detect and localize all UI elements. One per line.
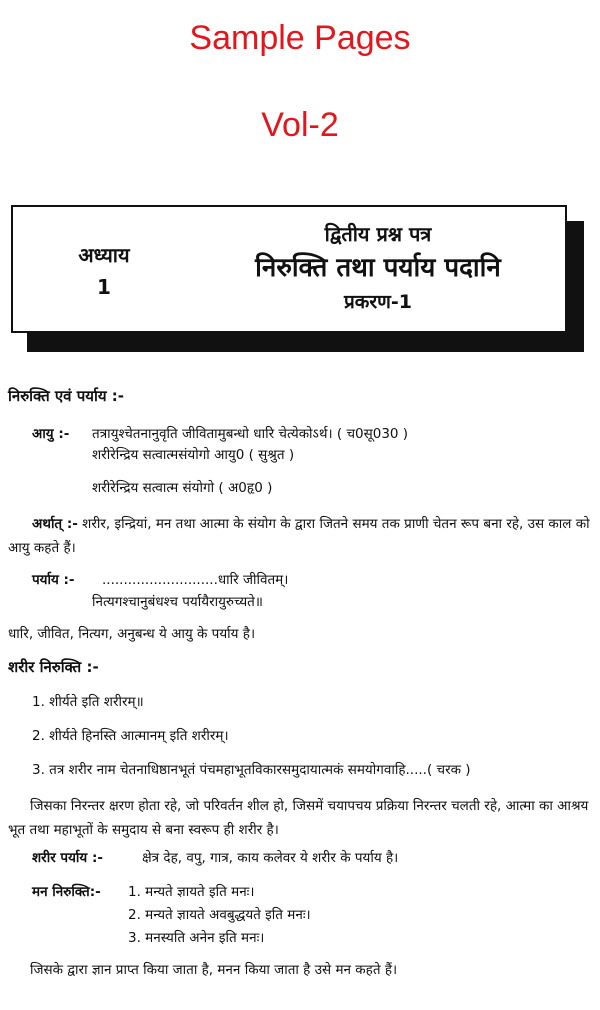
chapter-number: 1 [97, 275, 111, 299]
paryay-summary: धारि, जीवित, नित्यग, अनुबन्ध ये आयु के पर्याय है। [8, 626, 256, 642]
paryay-label: पर्याय :- [32, 572, 75, 588]
sharir-item-3: 3. तत्र शरीर नाम चेतनाधिष्ठानभूतं पंचमहाभूतविकारसमुदायात्मकं समयोगवाहि.....( चरक ) [32, 762, 471, 778]
man-label: मन निरुक्ति:- [32, 884, 101, 900]
chapter-box [11, 205, 567, 333]
sharir-item-1: 1. शीर्यते इति शरीरम्॥ [32, 694, 144, 710]
man-item-1: 1. मन्यते ज्ञायते इति मनः। [128, 884, 255, 900]
arthat-label: अर्थात् :- [32, 516, 78, 532]
paryay-line-1: ...........................धारि जीवितम्। [102, 572, 289, 588]
section-label: प्रकरण-1 [343, 291, 413, 313]
arthat-text: शरीर, इन्द्रियां, मन तथा आत्मा के संयोग के द्वारा जितने समय तक प्राणी चेतन रूप बना रहे, उस काल को आयु कहते हैं। [8, 516, 590, 556]
chapter-label: अध्याय [78, 243, 130, 267]
heading-nirukti-paryay: निरुक्ति एवं पर्याय :- [8, 387, 124, 405]
ayu-line-2: शरीरेन्द्रिय सत्वात्मसंयोगो आयु0 ( सुश्रुत ) [92, 447, 295, 463]
ayu-line-3: शरीरेन्द्रिय सत्वात्म संयोगो ( अ0हृ0 ) [92, 480, 273, 496]
sharir-paragraph: जिसका निरन्तर क्षरण होता रहे, जो परिवर्तन शील हो, जिसमें चयापचय प्रक्रिया निरन्तर चलती रहे, आत्मा का आश्रय भूत तथा महाभूतों के समुदाय से बना स्वरूप ही शरीर है। [8, 798, 589, 838]
arthat-paragraph [8, 512, 590, 560]
ayu-line-1: तत्रायुश्चेतनानुवृति जीवितामुबन्धो धारि चेत्येकोऽर्थ। ( च0सू030 ) [92, 426, 409, 442]
chapter-label-block [49, 239, 159, 303]
paper-label: द्वितीय प्रश्न पत्र [324, 222, 432, 246]
volume-label: Vol-2 [261, 106, 339, 144]
man-paragraph: जिसके द्वारा ज्ञान प्राप्त किया जाता है, मनन किया जाता है उसे मन कहते हैं। [30, 962, 398, 978]
sharir-item-2: 2. शीर्यते हिनस्ति आत्मानम् इति शरीरम्। [32, 728, 229, 744]
chapter-titles [203, 219, 553, 317]
paryay-line-2: नित्यगश्चानुबंधश्च पर्यायैरायुरुच्यते॥ [92, 594, 263, 610]
chapter-title: निरुक्ति तथा पर्याय पदानि [255, 253, 501, 283]
heading-sharir-nirukti: शरीर निरुक्ति :- [8, 658, 99, 676]
ayu-label: आयु :- [32, 426, 70, 442]
man-item-3: 3. मनस्यति अनेन इति मनः। [128, 930, 265, 946]
sharir-paryay-text: क्षेत्र देह, वपु, गात्र, काय कलेवर ये शरीर के पर्याय है। [142, 850, 399, 866]
page-title: Sample Pages [189, 19, 411, 57]
sharir-paryay-label: शरीर पर्याय :- [32, 850, 103, 866]
man-item-2: 2. मन्यते ज्ञायते अवबुद्धयते इति मनः। [128, 907, 311, 923]
